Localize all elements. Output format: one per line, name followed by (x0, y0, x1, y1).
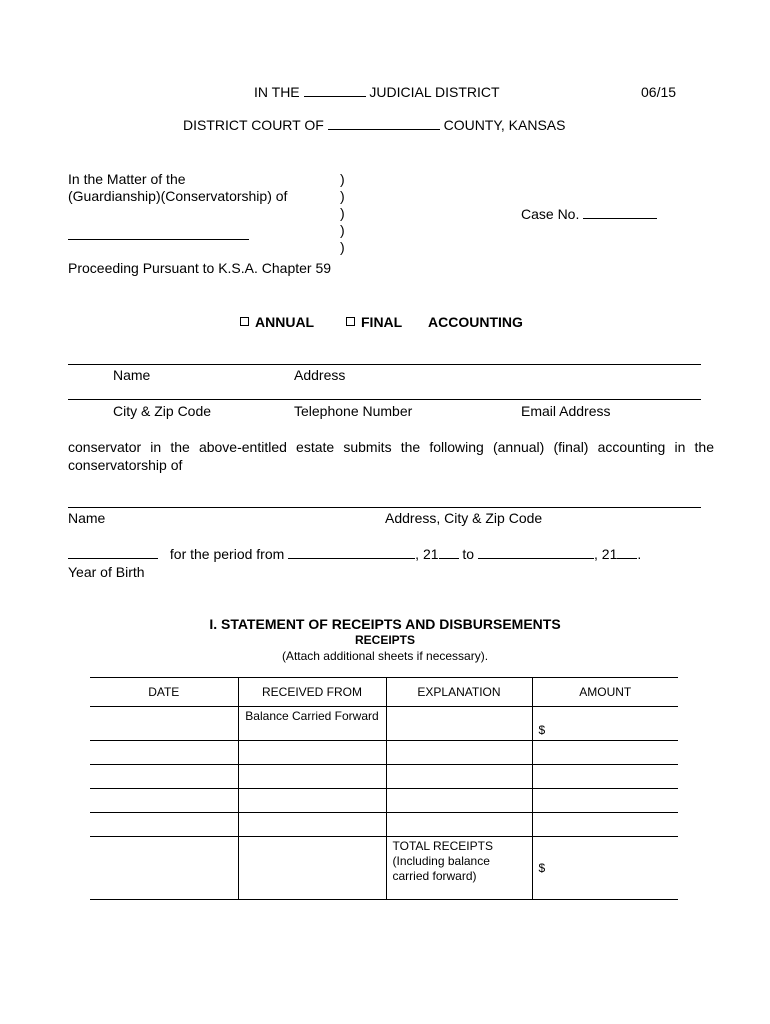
amount-column-header: AMOUNT (532, 678, 678, 707)
period-start-field[interactable] (288, 546, 415, 559)
date-cell[interactable] (90, 741, 238, 765)
received-from-cell[interactable] (238, 765, 386, 789)
amount-cell[interactable] (532, 741, 678, 765)
county-name-field[interactable] (328, 117, 440, 130)
period-end-punct: . (637, 546, 642, 562)
received-from-cell[interactable] (238, 789, 386, 813)
annual-checkbox[interactable] (240, 317, 249, 326)
judicial-district-label: JUDICIAL DISTRICT (369, 84, 500, 100)
caption-proceeding: Proceeding Pursuant to K.S.A. Chapter 59 (68, 260, 332, 276)
conservator-address-label: Address (294, 367, 346, 383)
table-row (90, 707, 678, 741)
table-row (90, 837, 678, 900)
conservator-telephone-label: Telephone Number (294, 403, 413, 419)
amount-cell[interactable]: $ (532, 707, 678, 741)
year-prefix-label: , 21 (415, 546, 439, 562)
explanation-cell[interactable] (386, 741, 532, 765)
table-row (90, 741, 678, 765)
final-checkbox[interactable] (346, 317, 355, 326)
period-from-label: for the period from (169, 546, 285, 562)
judicial-district-number-field[interactable] (304, 84, 366, 97)
period-end-field[interactable] (478, 546, 594, 559)
year-prefix-label: , 21 (594, 546, 618, 562)
caption-paren: ) (340, 171, 345, 187)
caption-paren: ) (340, 205, 345, 221)
table-row (90, 765, 678, 789)
final-option[interactable] (346, 314, 402, 330)
total-receipts-label: TOTAL RECEIPTS (Including balance carried forward) (386, 837, 532, 900)
table-row (90, 789, 678, 813)
explanation-cell[interactable] (386, 707, 532, 741)
court-header-line1 (254, 84, 500, 100)
caption-matter-line: In the Matter of the (68, 171, 186, 187)
amount-cell[interactable] (532, 789, 678, 813)
case-no-label: Case No. (521, 206, 580, 222)
period-line (68, 546, 641, 562)
received-from-cell (238, 837, 386, 900)
date-column-header: DATE (90, 678, 238, 707)
date-cell[interactable] (90, 813, 238, 837)
accounting-label: ACCOUNTING (428, 314, 523, 330)
balance-carried-forward-cell: Balance Carried Forward (238, 707, 386, 741)
conservator-name-address-field[interactable] (68, 364, 701, 365)
date-cell[interactable] (90, 765, 238, 789)
total-receipts-amount-cell[interactable]: $ (532, 837, 678, 900)
date-cell (90, 837, 238, 900)
case-number (521, 206, 657, 222)
explanation-cell[interactable] (386, 765, 532, 789)
year-of-birth-field[interactable] (68, 546, 158, 559)
conservator-contact-field[interactable] (68, 399, 701, 400)
year-of-birth-label: Year of Birth (68, 564, 145, 580)
amount-cell[interactable] (532, 813, 678, 837)
received-from-cell[interactable] (238, 813, 386, 837)
period-start-year-field[interactable] (439, 546, 459, 559)
case-no-field[interactable] (583, 206, 657, 219)
conservator-email-label: Email Address (521, 403, 611, 419)
section-title: I. STATEMENT OF RECEIPTS AND DISBURSEMENTS (209, 616, 561, 632)
ward-name-address-field[interactable] (68, 507, 701, 508)
district-court-of-label: DISTRICT COURT OF (183, 117, 324, 133)
conservator-name-label: Name (113, 367, 151, 383)
form-code: 06/15 (641, 84, 677, 100)
ward-name-caption-field[interactable] (68, 239, 249, 240)
table-row (90, 813, 678, 837)
caption-paren: ) (340, 239, 345, 255)
section-subtitle: RECEIPTS (354, 633, 415, 647)
period-end-year-field[interactable] (617, 546, 637, 559)
annual-label: ANNUAL (255, 314, 315, 330)
explanation-cell[interactable] (386, 789, 532, 813)
accounting-statement-text: conservator in the above-entitled estate submits the following (annual) (final) accounting in the conservatorship of (68, 439, 714, 473)
explanation-cell[interactable] (386, 813, 532, 837)
caption-paren: ) (340, 222, 345, 238)
received-from-cell[interactable] (238, 741, 386, 765)
conservator-city-zip-label: City & Zip Code (113, 403, 212, 419)
receipts-table (90, 677, 678, 900)
county-kansas-label: COUNTY, KANSAS (443, 117, 566, 133)
court-header-line2 (183, 117, 565, 133)
table-header-row (90, 678, 678, 707)
to-label: to (462, 546, 475, 562)
final-label: FINAL (361, 314, 403, 330)
caption-guardianship-line: (Guardianship)(Conservatorship) of (68, 188, 288, 204)
section-note: (Attach additional sheets if necessary). (281, 649, 489, 663)
amount-cell[interactable] (532, 765, 678, 789)
caption-paren: ) (340, 188, 345, 204)
annual-option[interactable] (240, 314, 314, 330)
date-cell[interactable] (90, 707, 238, 741)
ward-name-label: Name (68, 510, 106, 526)
received-from-column-header: RECEIVED FROM (238, 678, 386, 707)
ward-address-label: Address, City & Zip Code (385, 510, 543, 526)
in-the-label: IN THE (254, 84, 300, 100)
explanation-column-header: EXPLANATION (386, 678, 532, 707)
date-cell[interactable] (90, 789, 238, 813)
